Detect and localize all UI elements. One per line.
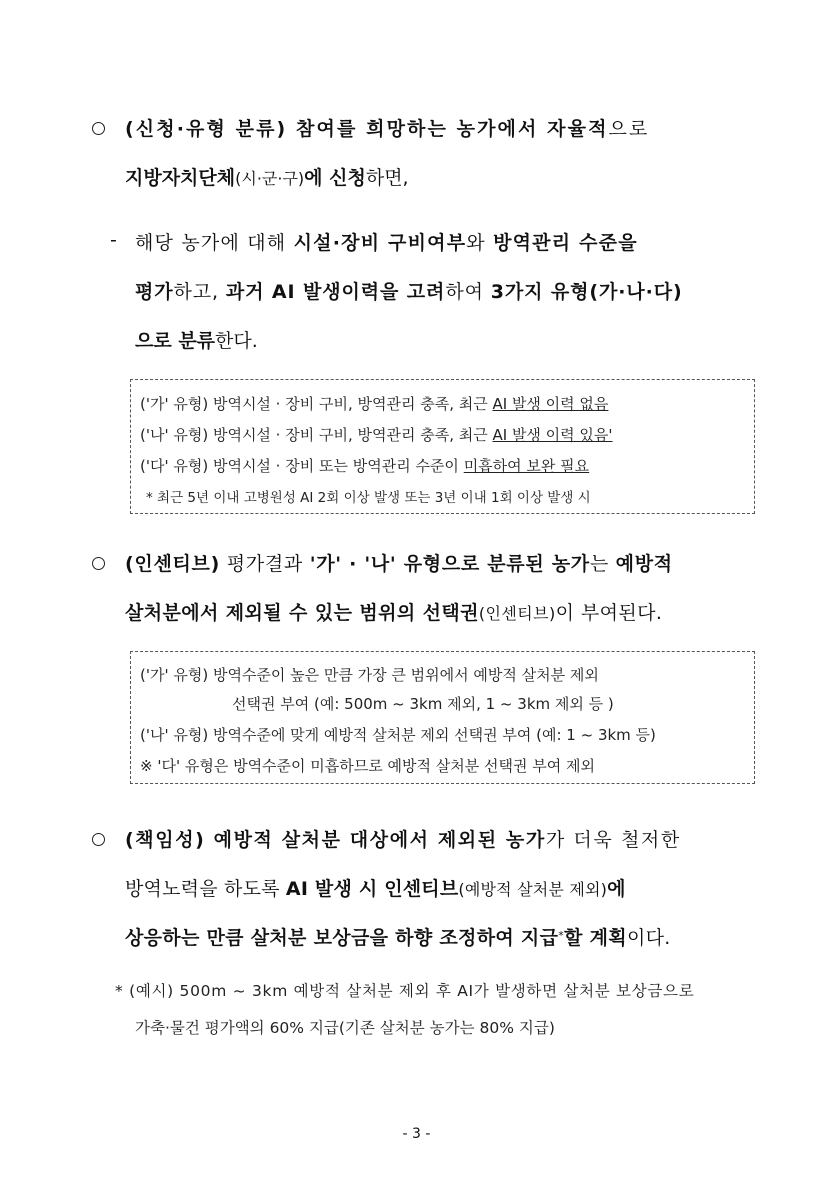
incentive-row-na: ('나' 유형) 방역수준에 맞게 예방적 살처분 제외 선택권 부여 (예: 1 ~ 3km 등) xyxy=(140,726,656,744)
example-note-line1: * (예시) 500m ~ 3km 예방적 살처분 제외 후 AI가 발생하면 살처분 보상금으로 xyxy=(115,982,695,1000)
section3-line3: 상응하는 만큼 살처분 보상금을 하향 조정하여 지급*할 계획이다. xyxy=(125,927,671,949)
bullet-circle-icon xyxy=(92,122,105,135)
incentive-row-ga-cont: 선택권 부여 (예: 500m ~ 3km 제외, 1 ~ 3km 제외 등 ) xyxy=(232,695,614,713)
example-note-line2: 가축·물건 평가액의 60% 지급(기존 살처분 농가는 80% 지급) xyxy=(135,1019,555,1037)
box-footnote: * 최근 5년 이내 고병원성 AI 2회 이상 발생 또는 3년 이내 1회 이상 발생 시 xyxy=(146,490,591,506)
section1-sub-line2: 평가하고, 과거 AI 발생이력을 고려하여 3가지 유형(가·나·다) xyxy=(135,281,683,303)
section1-sub-line1: 해당 농가에 대해 시설·장비 구비여부와 방역관리 수준을 xyxy=(135,232,638,254)
section2-line1: (인센티브) 평가결과 '가' · '나' 유형으로 분류된 농가는 예방적 xyxy=(125,553,673,575)
box-row-type-na: ('나' 유형) 방역시설 · 장비 구비, 방역관리 충족, 최근 AI 발생 이력 있음' xyxy=(140,426,613,444)
incentive-row-ga: ('가' 유형) 방역수준이 높은 만큼 가장 큰 범위에서 예방적 살처분 제외 xyxy=(140,666,599,684)
section1-line2: 지방자치단체(시·군·구)에 신청하면, xyxy=(125,167,409,189)
box-row-type-ga: ('가' 유형) 방역시설 · 장비 구비, 방역관리 충족, 최근 AI 발생 이력 없음 xyxy=(140,395,609,413)
section3-line1: (책임성) 예방적 살처분 대상에서 제외된 농가가 더욱 철저한 xyxy=(125,829,681,851)
section1-sub-line3: 으로 분류한다. xyxy=(135,330,258,352)
section3-line2: 방역노력을 하도록 AI 발생 시 인센티브(예방적 살처분 제외)에 xyxy=(125,878,626,900)
section1-line1: (신청·유형 분류) 참여를 희망하는 농가에서 자율적으로 xyxy=(125,118,650,140)
section2-line2: 살처분에서 제외될 수 있는 범위의 선택권(인센티브)이 부여된다. xyxy=(125,602,663,624)
bullet-circle-icon xyxy=(92,557,105,570)
box-row-type-da: ('다' 유형) 방역시설 · 장비 또는 방역관리 수준이 미흡하여 보완 필요 xyxy=(140,457,590,475)
sub-bullet-dash: - xyxy=(110,229,117,251)
page-number: - 3 - xyxy=(402,1126,431,1142)
bullet-circle-icon xyxy=(92,833,105,846)
incentive-row-da: ※ '다' 유형은 방역수준이 미흡하므로 예방적 살처분 선택권 부여 제외 xyxy=(140,757,595,775)
